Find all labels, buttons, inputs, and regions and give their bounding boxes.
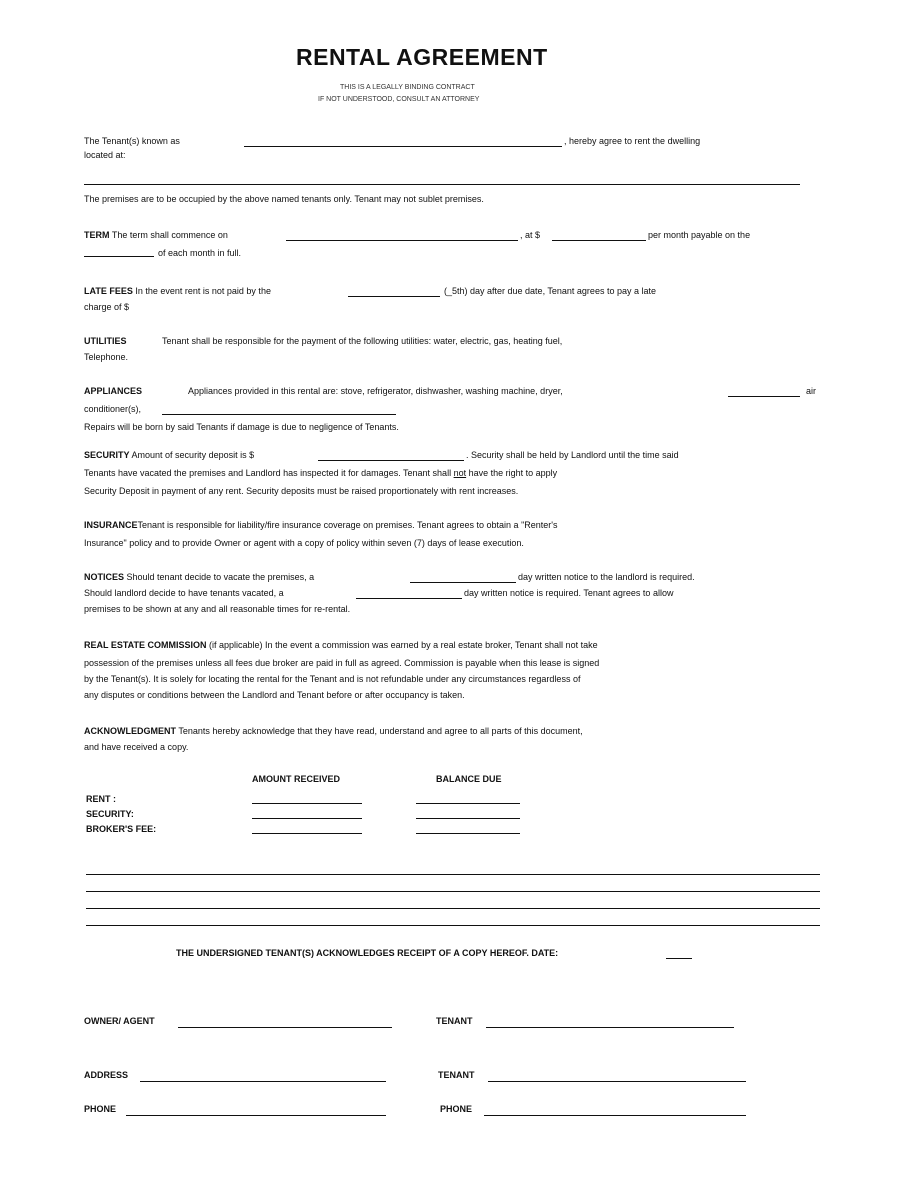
commission-section (84, 638, 598, 652)
phone-1-label: PHONE (84, 1104, 117, 1114)
tenant-2-signature-field[interactable] (488, 1081, 746, 1082)
receipt-date-field[interactable] (666, 958, 692, 959)
notices-text-2: day written notice to the landlord is required. (518, 572, 695, 582)
notes-line[interactable] (86, 874, 820, 875)
commission-text-3: by the Tenant(s). It is solely for locating the rental for the Tenant and is not refundable under any circumstances regardless of (84, 674, 581, 684)
rent-balance-field[interactable] (416, 803, 520, 804)
phone-2-label: PHONE (440, 1104, 473, 1114)
late-fees-text-2: (_5th) day after due date, Tenant agrees to pay a late (444, 286, 656, 296)
rent-amount-field[interactable] (552, 240, 646, 241)
premises-occupancy-text: The premises are to be occupied by the above named tenants only. Tenant may not sublet premises. (84, 194, 484, 204)
acknowledgment-text-1: Tenants hereby acknowledge that they have read, understand and agree to all parts of this document, (178, 726, 583, 736)
air-conditioners-field[interactable] (162, 414, 396, 415)
security-text-4: Security Deposit in payment of any rent. Security deposits must be raised proportionately with rent increases. (84, 486, 519, 496)
located-at-label: located at: (84, 150, 126, 160)
brokers-fee-row-label: BROKER'S FEE: (86, 824, 157, 834)
appliances-label: APPLIANCES (84, 386, 143, 396)
security-section (84, 448, 254, 462)
receipt-acknowledgment: THE UNDERSIGNED TENANT(S) ACKNOWLEDGES RECEIPT OF A COPY HEREOF. DATE: (176, 948, 559, 958)
appliances-text-3: conditioner(s), (84, 404, 142, 414)
subtitle-line-2: IF NOT UNDERSTOOD, CONSULT AN ATTORNEY (318, 96, 480, 103)
acknowledgment-label: ACKNOWLEDGMENT (84, 726, 176, 736)
tenant-1-signature-field[interactable] (486, 1027, 734, 1028)
appliances-text-1: Appliances provided in this rental are: stove, refrigerator, dishwasher, washing machine, dryer, (188, 386, 563, 396)
late-day-field[interactable] (348, 296, 440, 297)
tenant-known-as: The Tenant(s) known as (84, 136, 180, 146)
notices-text-5: premises to be shown at any and all reasonable times for re-rental. (84, 604, 351, 614)
address-field[interactable] (84, 184, 800, 185)
notes-line[interactable] (86, 925, 820, 926)
security-text-3c: have the right to apply (468, 468, 558, 478)
notices-text-3: Should landlord decide to have tenants vacated, a (84, 588, 284, 598)
insurance-text-1: Tenant is responsible for liability/fire insurance coverage on premises. Tenant agrees to obtain a "Renter's (137, 520, 558, 530)
late-fees-label: LATE FEES (84, 286, 133, 296)
security-received-field[interactable] (252, 818, 362, 819)
subtitle-line-1: THIS IS A LEGALLY BINDING CONTRACT (340, 84, 475, 91)
notes-line[interactable] (86, 908, 820, 909)
address-label: ADDRESS (84, 1070, 129, 1080)
owner-agent-signature-field[interactable] (178, 1027, 392, 1028)
tenant-name-field[interactable] (244, 146, 562, 147)
other-appliances-field[interactable] (728, 396, 800, 397)
security-text-3b: not (453, 468, 467, 478)
appliances-text-2: air (806, 386, 817, 396)
insurance-section (84, 518, 558, 532)
security-text-2: . Security shall be held by Landlord until the time said (466, 450, 679, 460)
acknowledgment-text-2: and have received a copy. (84, 742, 189, 752)
address-signature-field[interactable] (140, 1081, 386, 1082)
term-start-date-field[interactable] (286, 240, 518, 241)
utilities-label-wrap (84, 334, 127, 348)
utilities-label: UTILITIES (84, 336, 127, 346)
rent-day-field[interactable] (84, 256, 154, 257)
term-section (84, 228, 228, 242)
landlord-notice-days-field[interactable] (356, 598, 462, 599)
term-label: TERM (84, 230, 110, 240)
notices-section (84, 570, 314, 584)
commission-text-2: possession of the premises unless all fees due broker are paid in full as agreed. Commission is payable when this lease is signed (84, 658, 600, 668)
security-text-1: Amount of security deposit is $ (131, 450, 255, 460)
acknowledgment-section (84, 724, 583, 738)
term-text-1: The term shall commence on (111, 230, 228, 240)
insurance-text-2: Insurance" policy and to provide Owner or agent with a copy of policy within seven (7) days of lease execution. (84, 538, 524, 548)
tenant-notice-days-field[interactable] (410, 582, 516, 583)
phone-2-field[interactable] (484, 1115, 746, 1116)
balance-due-header: BALANCE DUE (436, 774, 502, 784)
security-row-label: SECURITY: (86, 809, 134, 819)
amount-received-header: AMOUNT RECEIVED (252, 774, 341, 784)
notices-text-1: Should tenant decide to vacate the premises, a (126, 572, 315, 582)
appliances-label-wrap (84, 384, 142, 398)
tenant-2-label: TENANT (438, 1070, 475, 1080)
term-text-2: , at $ (520, 230, 541, 240)
owner-agent-label: OWNER/ AGENT (84, 1016, 155, 1026)
rent-row-label: RENT : (86, 794, 116, 804)
notices-text-4: day written notice is required. Tenant agrees to allow (464, 588, 674, 598)
brokers-fee-balance-field[interactable] (416, 833, 520, 834)
notices-label: NOTICES (84, 572, 125, 582)
security-text-3 (84, 466, 557, 480)
rent-received-field[interactable] (252, 803, 362, 804)
late-fees-text-1: In the event rent is not paid by the (135, 286, 271, 296)
tenant-1-label: TENANT (436, 1016, 473, 1026)
appliances-text-4: Repairs will be born by said Tenants if damage is due to negligence of Tenants. (84, 422, 399, 432)
late-fees-text-3: charge of $ (84, 302, 130, 312)
term-text-4: of each month in full. (158, 248, 242, 258)
term-text-3: per month payable on the (648, 230, 751, 240)
utilities-text-2: Telephone. (84, 352, 129, 362)
phone-1-field[interactable] (126, 1115, 386, 1116)
brokers-fee-received-field[interactable] (252, 833, 362, 834)
security-deposit-field[interactable] (318, 460, 464, 461)
notes-line[interactable] (86, 891, 820, 892)
page-title: RENTAL AGREEMENT (296, 44, 548, 70)
commission-text-4: any disputes or conditions between the Landlord and Tenant before or after occupancy is taken. (84, 690, 465, 700)
tenant-agree-text: , hereby agree to rent the dwelling (564, 136, 701, 146)
security-label: SECURITY (84, 450, 130, 460)
security-text-3a: Tenants have vacated the premises and Landlord has inspected it for damages. Tenant shall (84, 468, 452, 478)
insurance-label: INSURANCE (84, 520, 138, 530)
late-fees-section (84, 284, 271, 298)
utilities-text-1: Tenant shall be responsible for the payment of the following utilities: water, electric, gas, heating fuel, (162, 336, 563, 346)
commission-label: REAL ESTATE COMMISSION (84, 640, 207, 650)
security-balance-field[interactable] (416, 818, 520, 819)
commission-text-1: (if applicable) In the event a commission was earned by a real estate broker, Tenant shall not take (209, 640, 598, 650)
